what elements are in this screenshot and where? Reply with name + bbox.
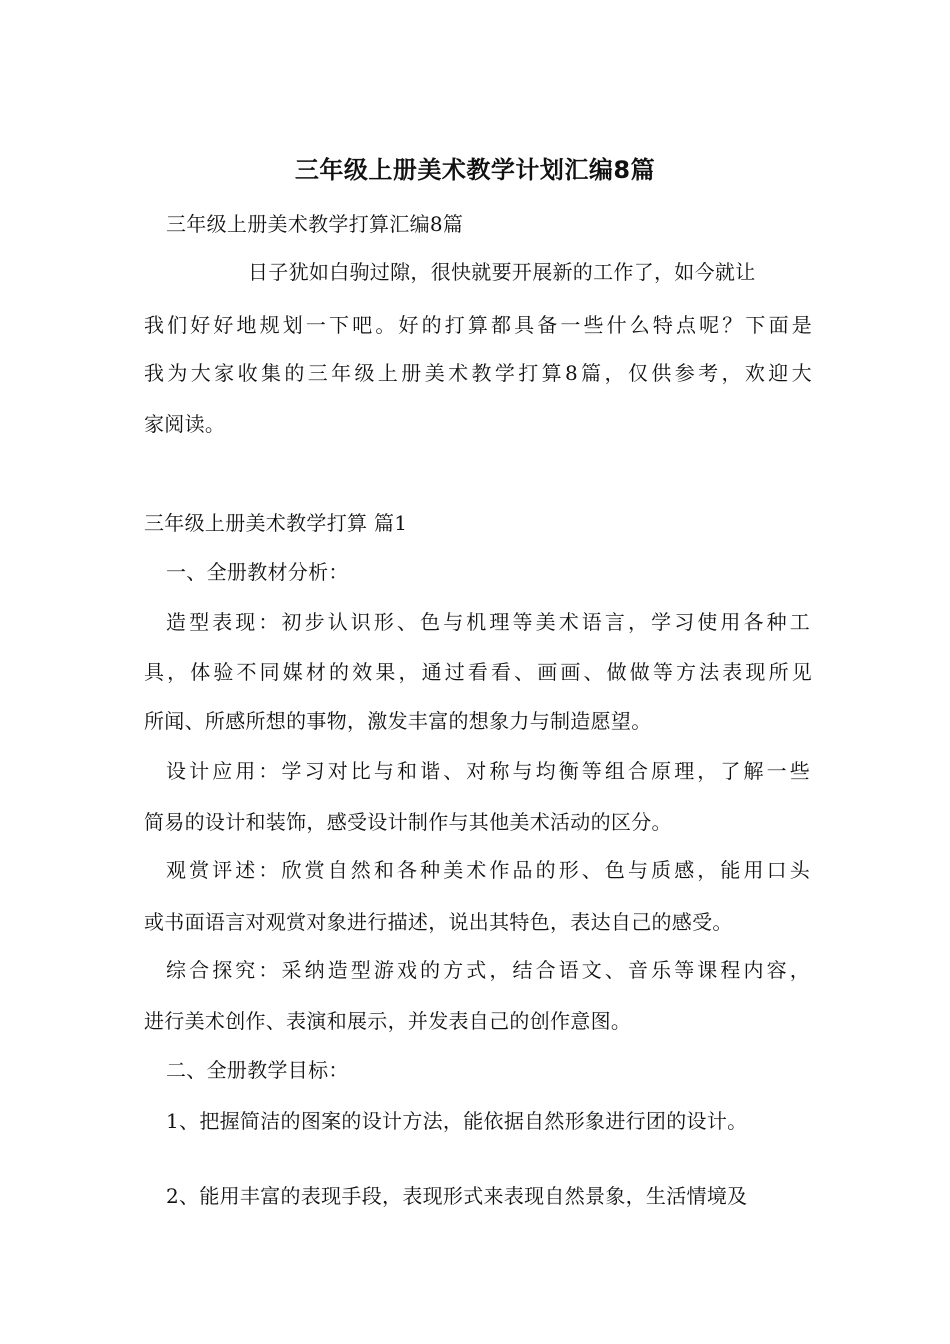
intro-line-1: 日子犹如白驹过隙，很快就要开展新的工作了，如今就让 — [248, 260, 756, 284]
subtitle-line: 三年级上册美术教学打算汇编8篇 — [166, 212, 464, 236]
paragraph-line: 进行美术创作、表演和展示，并发表自己的创作意图。 — [144, 1009, 632, 1033]
paragraph-line: 具，体验不同媒材的效果，通过看看、画画、做做等方法表现所见 — [144, 660, 812, 684]
paragraph-line: 设计应用：学习对比与和谐、对称与均衡等组合原理，了解一些 — [166, 759, 810, 783]
subheading-analysis: 一、全册教材分析： — [166, 560, 349, 584]
paragraph-line: 或书面语言对观赏对象进行描述，说出其特色，表达自己的感受。 — [144, 910, 733, 934]
paragraph-line: 造型表现：初步认识形、色与机理等美术语言，学习使用各种工 — [166, 610, 810, 634]
list-item: 1、把握简洁的图案的设计方法，能依据自然形象进行团的设计。 — [166, 1109, 748, 1133]
paragraph-line: 观赏评述：欣赏自然和各种美术作品的形、色与质感，能用口头 — [166, 858, 810, 882]
list-item: 2、能用丰富的表现手段，表现形式来表现自然景象，生活情境及 — [166, 1184, 748, 1208]
subheading-goals: 二、全册教学目标： — [166, 1058, 349, 1082]
paragraph-line: 简易的设计和装饰，感受设计制作与其他美术活动的区分。 — [144, 810, 672, 834]
document-title: 三年级上册美术教学计划汇编8篇 — [294, 156, 656, 184]
intro-line-2: 我们好好地规划一下吧。好的打算都具备一些什么特点呢？下面是 — [144, 313, 812, 337]
section-heading-1: 三年级上册美术教学打算 篇1 — [144, 511, 408, 535]
paragraph-line: 综合探究：采纳造型游戏的方式，结合语文、音乐等课程内容， — [166, 958, 810, 982]
intro-line-3: 我为大家收集的三年级上册美术教学打算8篇，仅供参考，欢迎大 — [144, 361, 812, 385]
intro-line-4: 家阅读。 — [144, 412, 226, 436]
paragraph-line: 所闻、所感所想的事物，激发丰富的想象力与制造愿望。 — [144, 709, 652, 733]
